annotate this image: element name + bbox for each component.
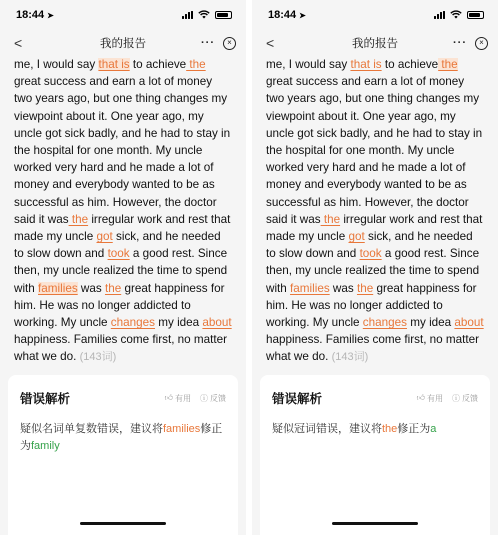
status-time: 18:44 ➤ [16,9,54,21]
error-mark[interactable]: that is [98,58,130,71]
mini-program-capsule [201,37,236,50]
suggested-word: a [430,423,437,435]
error-mark[interactable]: the [104,281,122,295]
status-icons [182,10,232,21]
error-mark[interactable]: that is [350,58,382,71]
error-mark[interactable]: the [320,212,341,226]
error-mark[interactable]: about [202,316,232,330]
panel-header [20,389,226,407]
mini-program-capsule [453,37,488,50]
word-count: (143词) [331,351,369,364]
error-mark[interactable]: the [356,281,374,295]
nav-bar [252,30,498,56]
back-chevron-icon[interactable]: < [266,35,275,51]
wifi-icon [198,10,210,21]
feedback-button[interactable]: ⓘ 反馈 [452,393,478,403]
feedback-button[interactable]: ⓘ 反馈 [200,393,226,403]
error-mark[interactable]: took [359,247,382,261]
wrong-word: families [163,423,201,435]
error-mark[interactable]: the [186,58,206,71]
feedback-icon: ⓘ [200,393,208,403]
battery-icon [215,11,232,19]
feedback-icon: ⓘ [452,393,460,403]
location-arrow-icon: ➤ [299,10,306,20]
status-icons [434,10,484,21]
more-icon[interactable]: ··· [453,37,467,49]
close-circle-icon[interactable]: × [475,37,488,50]
home-indicator[interactable] [80,522,166,526]
error-mark[interactable]: took [107,247,130,261]
battery-icon [467,11,484,19]
status-bar [252,0,498,30]
panel-actions [417,393,478,404]
error-mark[interactable]: got [96,230,113,244]
error-mark[interactable]: changes [362,316,407,330]
suggested-word: family [31,440,60,452]
panel-explanation: 疑似名词单复数错误，建议将families修正为family [20,423,223,452]
back-chevron-icon[interactable]: < [14,35,23,51]
status-time: 18:44 ➤ [268,9,306,21]
page-title: 我的报告 [352,38,398,50]
home-indicator[interactable] [332,522,418,526]
close-circle-icon[interactable]: × [223,37,236,50]
cellular-signal-icon [434,11,445,19]
error-mark[interactable]: families [290,281,330,295]
error-analysis-panel [260,375,490,535]
panel-title: 错误解析 [20,392,71,406]
wrong-word: the [382,423,398,435]
page-title: 我的报告 [100,38,146,50]
panel-actions [165,393,226,404]
error-mark[interactable]: changes [110,316,155,330]
useful-button[interactable]: 👍︎ 有用 [416,393,443,403]
nav-bar [0,30,246,56]
phone-screen-left [0,0,246,535]
essay-text: me, I would say that is to achieve the great success and earn a lot of money two years ago, but one thing changes my viewpoint about it. One year ago, my uncle got sick badly, and he had to stay in the hospital for one month. My uncle worked very hard and he made a lot of money and everybody wanted to be as successful as him. However, the doctor said it was the irregular work and rest that made my uncle got sick, and he needed to slow down and took a good rest. Since then, my uncle realized the time to spend with families was the great happiness for him. He was no longer addicted to working. My uncle changes my idea about happiness. Families come first, no matter what we do. (143词) [266,58,484,364]
word-count: (143词) [79,351,117,364]
error-mark[interactable]: about [454,316,484,330]
error-mark-selected[interactable]: the [438,58,458,71]
panel-title: 错误解析 [272,392,323,406]
cellular-signal-icon [182,11,193,19]
error-mark[interactable]: got [348,230,365,244]
error-analysis-panel [8,375,238,535]
thumbs-up-icon: 👍︎ [416,393,425,402]
status-bar [0,0,246,30]
phone-screen-right [252,0,498,535]
more-icon[interactable]: ··· [201,37,215,49]
thumbs-up-icon: 👍︎ [164,393,173,402]
error-mark[interactable]: the [68,212,89,226]
useful-button[interactable]: 👍︎ 有用 [164,393,191,403]
panel-explanation: 疑似冠词错误，建议将the修正为a [272,423,437,435]
error-mark-selected[interactable]: families [38,281,78,295]
panel-header [272,389,478,407]
essay-text: me, I would say that is to achieve the great success and earn a lot of money two years ago, but one thing changes my viewpoint about it. One year ago, my uncle got sick badly, and he had to stay in the hospital for one month. My uncle worked very hard and he made a lot of money and everybody wanted to be as successful as him. However, the doctor said it was the irregular work and rest that made my uncle got sick, and he needed to slow down and took a good rest. Since then, my uncle realized the time to spend with families was the great happiness for him. He was no longer addicted to working. My uncle changes my idea about happiness. Families come first, no matter what we do. (143词) [14,58,232,364]
wifi-icon [450,10,462,21]
location-arrow-icon: ➤ [47,10,54,20]
